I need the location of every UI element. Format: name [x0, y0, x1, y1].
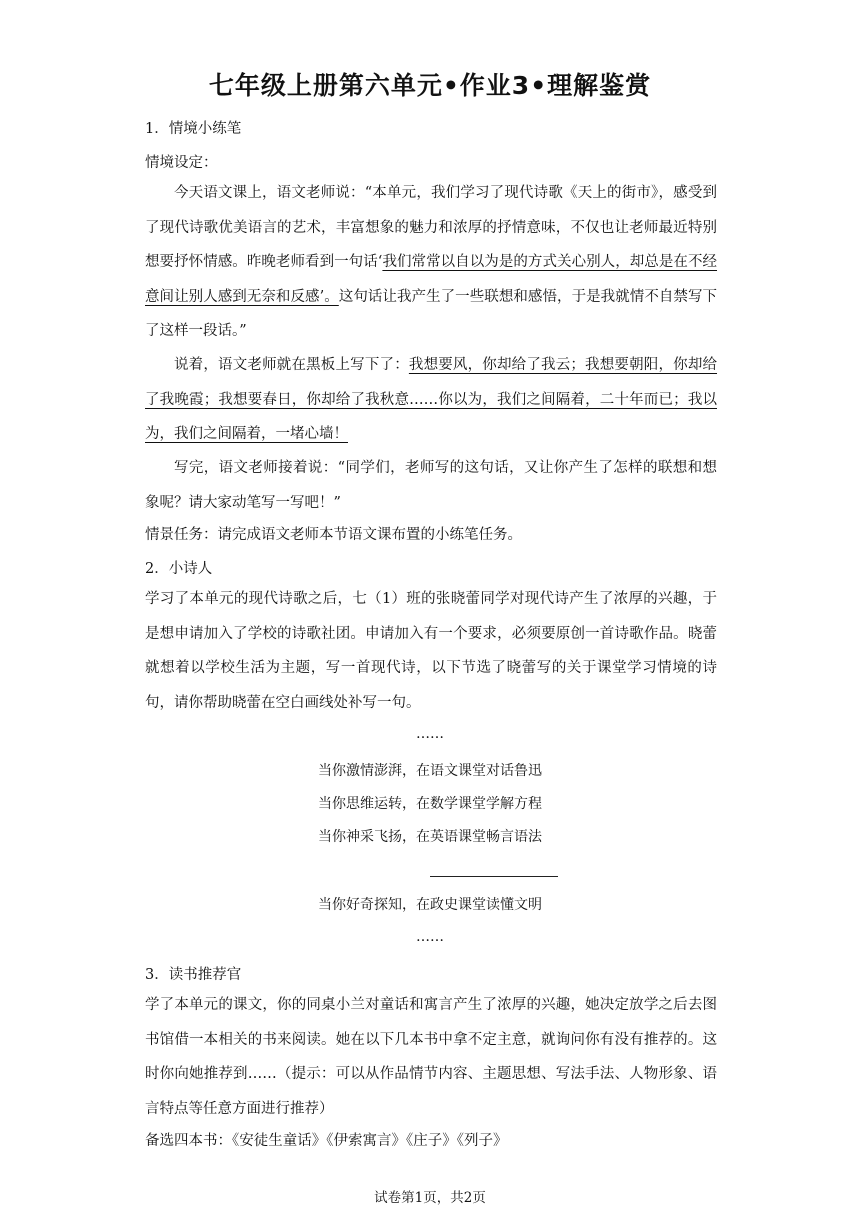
q3-books: 备选四本书：《安徒生童话》《伊索寓言》《庄子》《列子》 [145, 1133, 508, 1149]
q1-heading: 1．情境小练笔 [145, 121, 242, 137]
poem-line-3: 当你神采飞扬，在英语课堂畅言语法 [318, 829, 542, 845]
poem-ellipsis-bottom: …… [416, 929, 444, 945]
page-title: 七年级上册第六单元•作业3•理解鉴赏 [208, 71, 652, 100]
q3-heading: 3．读书推荐官 [145, 967, 242, 983]
q1-paragraph-1 [145, 176, 717, 349]
poem-line-2: 当你思维运转，在数学课堂学解方程 [318, 796, 542, 812]
q1-paragraph-3: 写完，语文老师接着说：“同学们，老师写的这句话，又让你产生了怎样的联想和想象呢？请大家动笔写一写吧！” [145, 460, 717, 511]
q1-task: 情景任务：请完成语文老师本节语文课布置的小练笔任务。 [145, 527, 522, 543]
poem-ellipsis-top: …… [416, 726, 444, 742]
poem-line-1: 当你激情澎湃，在语文课堂对话鲁迅 [318, 763, 542, 779]
q1-p1-quote-underlined: 我们常常以自以为是的方式关心别人，却总是在不经意间让别人感到无奈和反感’。 [145, 254, 718, 305]
q1-p2-text-a: 说着，语文老师就在黑板上写下了： [174, 357, 409, 373]
poem-answer-blank-line[interactable] [430, 876, 558, 877]
q1-paragraph-2 [145, 348, 717, 452]
page-footer: 试卷第1页，共2页 [374, 1190, 486, 1206]
q2-body: 学习了本单元的现代诗歌之后，七（1）班的张晓蕾同学对现代诗产生了浓厚的兴趣，于是想申请加入了学校的诗歌社团。申请加入有一个要求，必须要原创一首诗歌作品。晓蕾就想着以学校生活为主题，写一首现代诗，以下节选了晓蕾写的关于课堂学习情境的诗句，请你帮助晓蕾在空白画线处补写一句。 [145, 591, 717, 711]
q1-p2-quote-underlined: 我想要风，你却给了我云；我想要朝阳，你却给了我晚霞；我想要春日，你却给了我秋意……你以为，我们之间隔着，二十年而已；我以为，我们之间隔着，一堵心墙！ [145, 357, 718, 442]
q2-heading: 2．小诗人 [145, 561, 213, 577]
q1-p1-text-b: 这句话让我产生了一些联想和感悟，于是我就情不自禁写下了这样一段话。” [145, 288, 718, 339]
poem-line-last: 当你好奇探知，在政史课堂读懂文明 [318, 897, 542, 913]
q1-setting-label: 情境设定： [145, 155, 218, 171]
q3-body: 学了本单元的课文，你的同桌小兰对童话和寓言产生了浓厚的兴趣，她决定放学之后去图书馆借一本相关的书来阅读。她在以下几本书中拿不定主意，就询问你有没有推荐的。这时你向她推荐到……（提示：可以从作品情节内容、主题思想、写法手法、人物形象、语言特点等任意方面进行推荐） [145, 997, 717, 1117]
q1-p1-text-a: 今天语文课上，语文老师说：“本单元，我们学习了现代诗歌《天上的街市》，感受到了现代诗歌优美语言的艺术，丰富想象的魅力和浓厚的抒情意味，不仅也让老师最近特别想要抒怀情感。昨晚老师看到一句话‘ [145, 185, 717, 270]
